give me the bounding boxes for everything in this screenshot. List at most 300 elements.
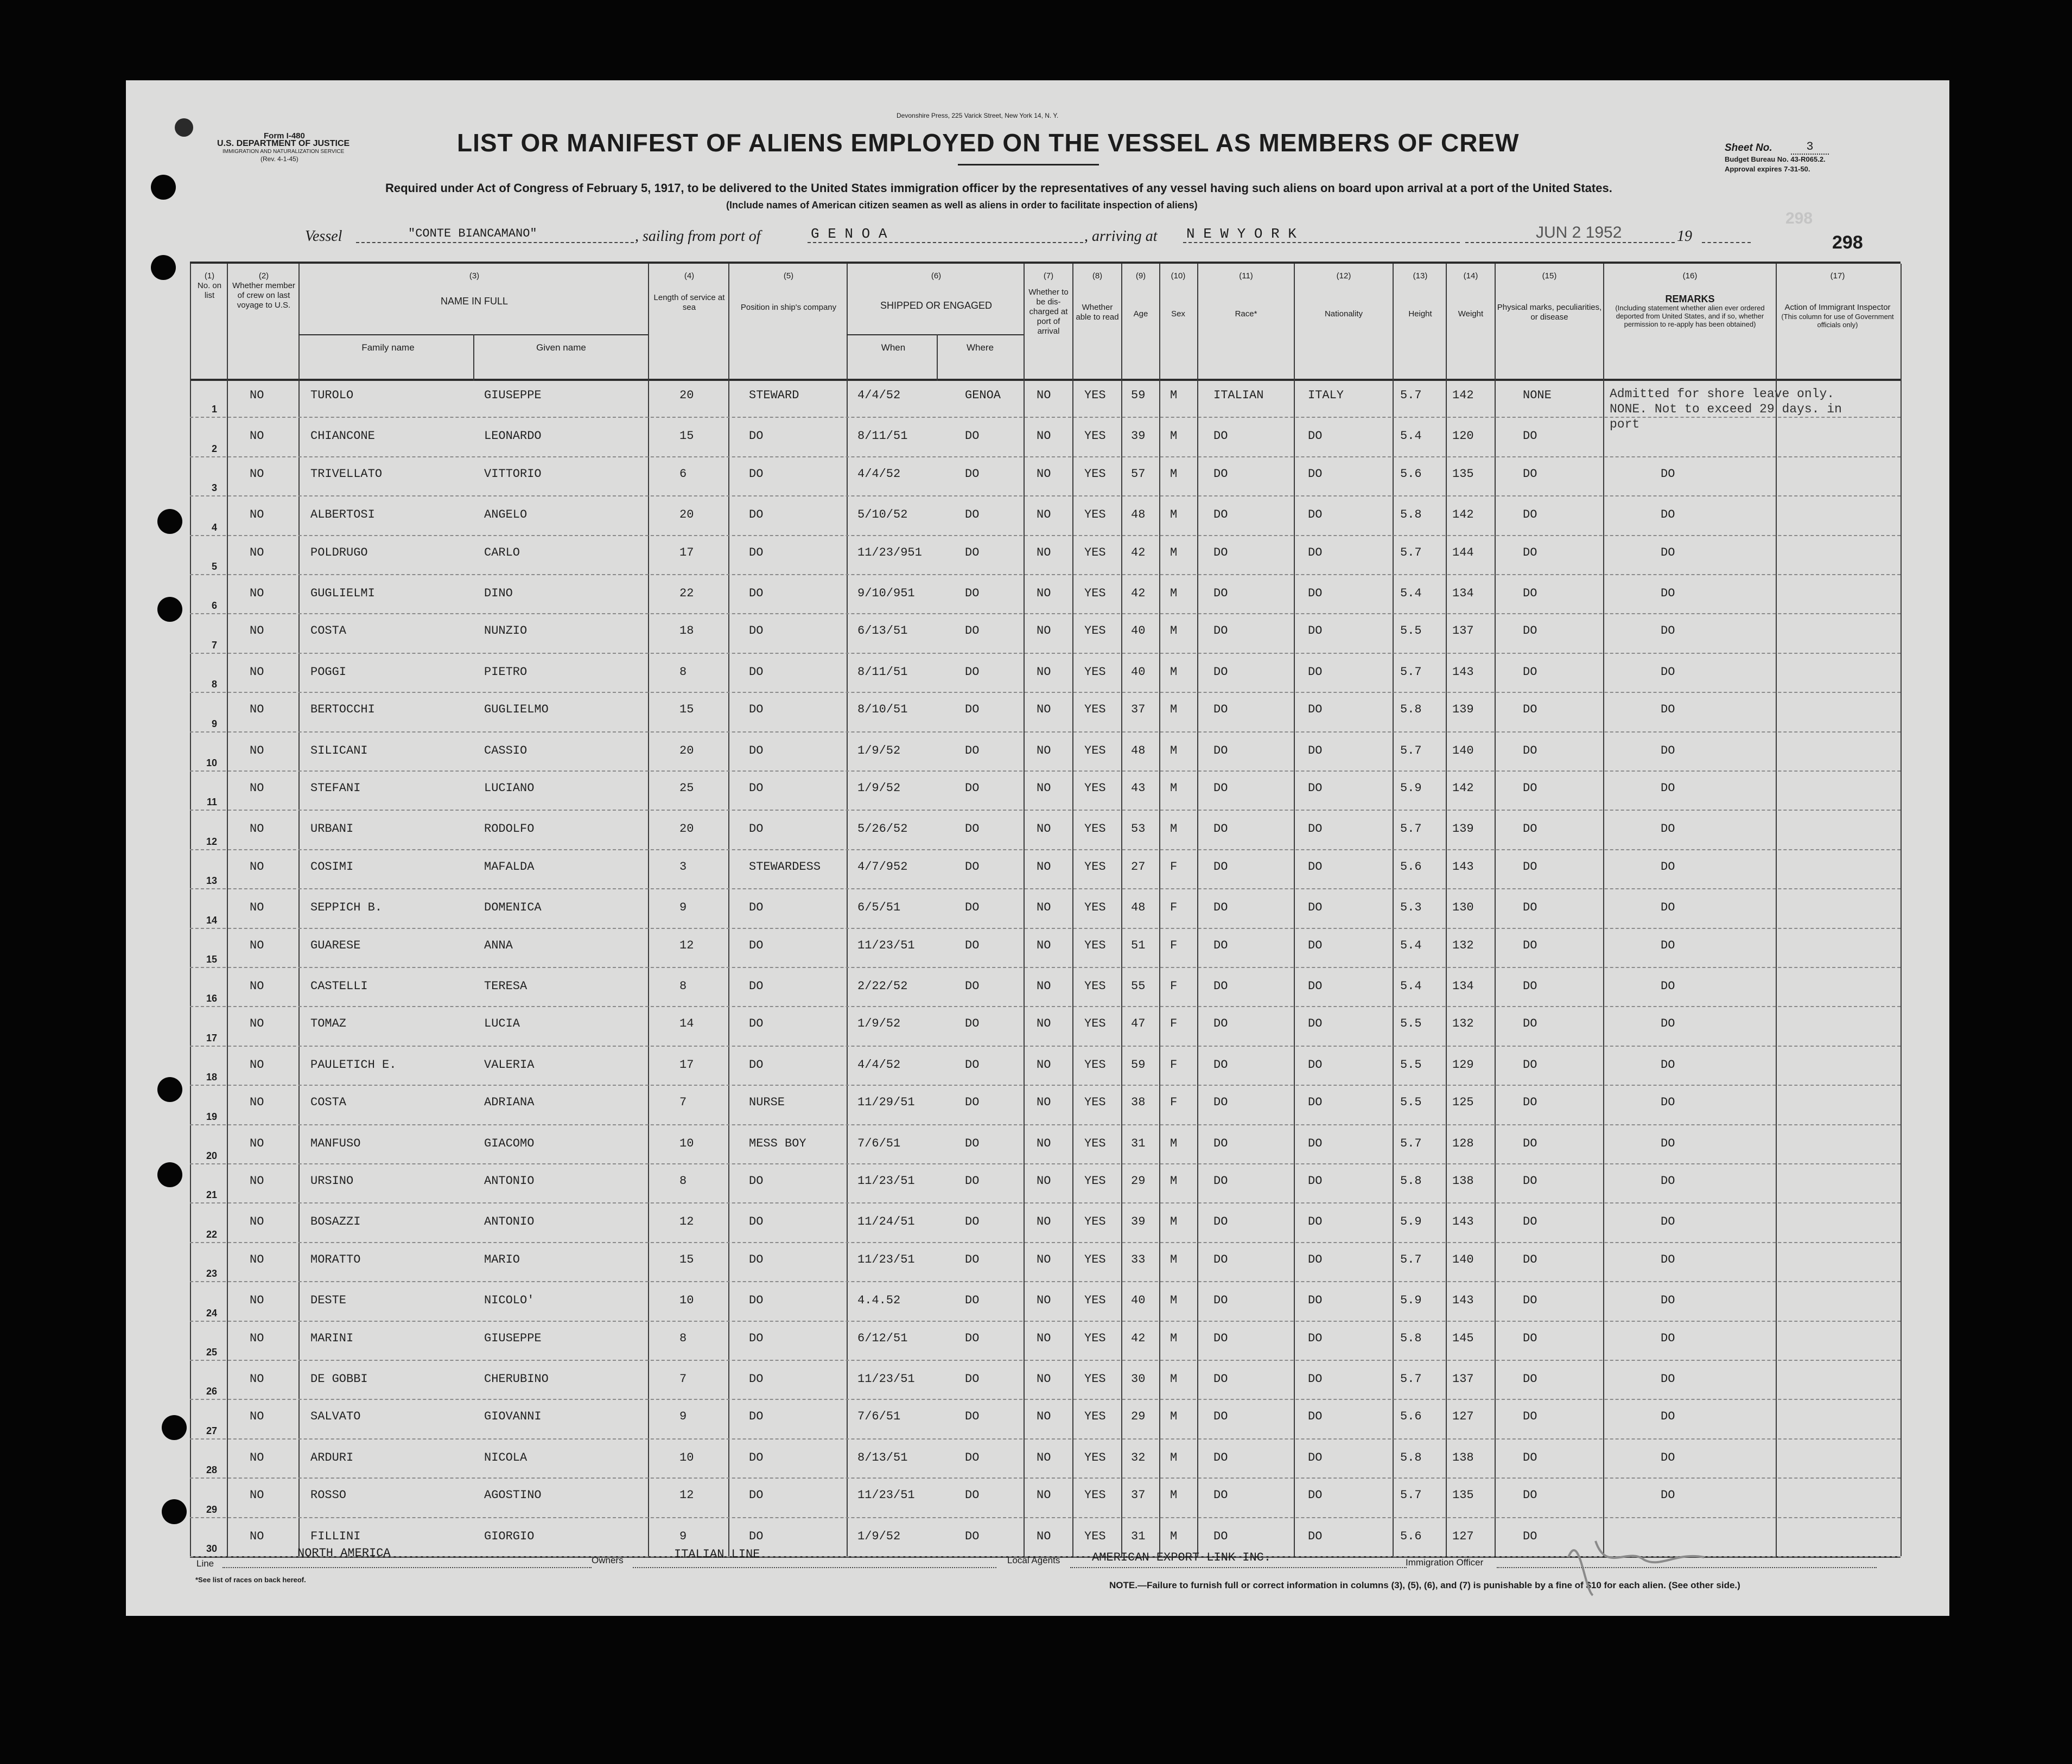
nationality: DO (1308, 587, 1323, 600)
col13-num: (13) (1413, 271, 1428, 281)
position: DO (749, 1017, 764, 1031)
race: DO (1213, 1174, 1228, 1188)
c2-no: NO (250, 1294, 264, 1308)
c2-no: NO (250, 665, 264, 679)
family-name: MORATTO (310, 1252, 361, 1266)
form-revision: (Rev. 4-1-45) (260, 155, 298, 163)
c2-no: NO (250, 1017, 264, 1031)
remarks: DO (1661, 1372, 1675, 1386)
row-number: 10 (206, 757, 217, 768)
shipped-where: DO (965, 781, 980, 795)
service-name: IMMIGRATION AND NATURALIZATION SERVICE (223, 149, 345, 155)
c2-no: NO (250, 429, 264, 443)
agency-name: U.S. DEPARTMENT OF JUSTICE (217, 139, 350, 148)
given-name: MAFALDA (484, 859, 535, 874)
position: DO (749, 979, 764, 993)
weight: 134 (1452, 979, 1474, 993)
column-rule (1776, 264, 1777, 1556)
given-name: GUGLIELMO (484, 703, 549, 717)
height: 5.5 (1400, 1096, 1422, 1110)
race: DO (1213, 665, 1228, 679)
able-to-read: YES (1084, 467, 1106, 481)
family-name: CHIANCONE (310, 429, 375, 443)
length-of-service: 25 (679, 781, 694, 795)
length-of-service: 10 (679, 1294, 694, 1308)
weight: 142 (1452, 781, 1474, 795)
race: DO (1213, 979, 1228, 993)
discharged: NO (1037, 1372, 1051, 1386)
given-name: ANGELO (484, 508, 527, 522)
given-name: NICOLA (484, 1450, 527, 1464)
binder-hole (157, 509, 182, 534)
weight: 139 (1452, 822, 1474, 836)
col17-num: (17) (1830, 271, 1845, 281)
c2-no: NO (250, 1215, 264, 1229)
nationality: DO (1308, 1215, 1323, 1229)
able-to-read: YES (1084, 1215, 1106, 1229)
owners-underline (633, 1567, 996, 1568)
given-name: TERESA (484, 979, 527, 993)
able-to-read: YES (1084, 1136, 1106, 1150)
shipped-where: DO (965, 822, 980, 836)
shipped-when: 11/23/51 (857, 1174, 915, 1188)
name-split-rule (473, 334, 474, 381)
physical-marks: DO (1523, 1410, 1537, 1424)
remarks: DO (1661, 1488, 1675, 1502)
nationality: DO (1308, 703, 1323, 717)
given-name-header: Given name (536, 342, 586, 353)
shipped-where: DO (965, 467, 980, 481)
column-rule (728, 264, 729, 1556)
port-to-underline (1183, 242, 1460, 243)
row-rule (190, 1478, 1901, 1479)
shipped-where: DO (965, 979, 980, 993)
binder-hole (157, 1077, 182, 1102)
length-of-service: 17 (679, 1058, 694, 1072)
shipped-where: DO (965, 587, 980, 600)
col3-num: (3) (469, 271, 480, 281)
row-rule (190, 417, 1901, 418)
position: DO (749, 1331, 764, 1345)
c2-no: NO (250, 508, 264, 522)
c2-no: NO (250, 389, 264, 402)
weight: 143 (1452, 1215, 1474, 1229)
position: STEWARDESS (749, 859, 821, 874)
age: 48 (1131, 901, 1146, 915)
col4-num: (4) (684, 271, 695, 281)
able-to-read: YES (1084, 979, 1106, 993)
family-name: BOSAZZI (310, 1215, 361, 1229)
race: DO (1213, 624, 1228, 638)
row-rule (190, 1242, 1901, 1243)
discharged: NO (1037, 859, 1051, 874)
shipped-when: 4/4/52 (857, 1058, 901, 1072)
col16-num: (16) (1682, 271, 1698, 281)
shipped-where: DO (965, 1450, 980, 1464)
sex: M (1170, 1331, 1178, 1345)
shipped-when: 4/4/52 (857, 467, 901, 481)
age: 32 (1131, 1450, 1146, 1464)
col9-num: (9) (1135, 271, 1146, 281)
col15-label: Physical marks, peculiarities, or disease (1497, 303, 1602, 322)
row-number: 24 (206, 1307, 217, 1319)
officer-label: Immigration Officer (1406, 1557, 1484, 1568)
length-of-service: 8 (679, 1331, 687, 1345)
col8-label: Whether able to read (1076, 303, 1119, 322)
shipped-when: 8/10/51 (857, 703, 908, 717)
sex: F (1170, 859, 1178, 874)
physical-marks: DO (1523, 822, 1537, 836)
length-of-service: 9 (679, 901, 687, 915)
sex: M (1170, 467, 1178, 481)
weight: 139 (1452, 703, 1474, 717)
height: 5.7 (1400, 743, 1422, 757)
physical-marks: DO (1523, 781, 1537, 795)
remarks-first-row: Admitted for shore leave only. NONE. Not to exceed 29 days. in port (1610, 387, 1842, 431)
discharged: NO (1037, 1096, 1051, 1110)
nationality: DO (1308, 743, 1323, 757)
line-value: NORTH AMERICA (297, 1546, 391, 1560)
age: 29 (1131, 1410, 1146, 1424)
shipped-where: DO (965, 901, 980, 915)
line-underline (223, 1567, 592, 1568)
row-rule (190, 456, 1901, 457)
row-rule (190, 1399, 1901, 1400)
col9-header (1123, 271, 1158, 319)
height: 5.7 (1400, 1488, 1422, 1502)
race: DO (1213, 1136, 1228, 1150)
given-name: CHERUBINO (484, 1372, 549, 1386)
sex: M (1170, 665, 1178, 679)
able-to-read: YES (1084, 901, 1106, 915)
column-rule (648, 264, 649, 1556)
given-name: ADRIANA (484, 1096, 535, 1110)
shipped-when: 11/29/51 (857, 1096, 915, 1110)
age: 59 (1131, 389, 1146, 402)
physical-marks: DO (1523, 1529, 1537, 1543)
column-rule (1294, 264, 1295, 1556)
row-number: 20 (206, 1150, 217, 1161)
weight: 137 (1452, 624, 1474, 638)
col3-label: NAME IN FULL (440, 296, 509, 307)
row-number: 26 (206, 1386, 217, 1397)
sex: M (1170, 1215, 1178, 1229)
position: DO (749, 665, 764, 679)
year-prefix: 19 (1677, 228, 1692, 245)
col1-num: (1) (204, 271, 215, 281)
column-rule (1024, 264, 1025, 1556)
column-rule (1603, 264, 1604, 1556)
able-to-read: YES (1084, 743, 1106, 757)
shipped-when: 1/9/52 (857, 781, 901, 795)
row-rule (190, 574, 1901, 575)
age: 37 (1131, 1488, 1146, 1502)
given-name: ANTONIO (484, 1215, 535, 1229)
where-header: Where (966, 342, 994, 353)
sex: M (1170, 587, 1178, 600)
able-to-read: YES (1084, 665, 1106, 679)
age: 40 (1131, 1294, 1146, 1308)
row-number: 14 (206, 914, 217, 926)
weight: 144 (1452, 545, 1474, 559)
race: DO (1213, 703, 1228, 717)
family-name: GUGLIELMI (310, 587, 375, 600)
physical-marks: DO (1523, 743, 1537, 757)
shipped-when: 11/23/51 (857, 1372, 915, 1386)
able-to-read: YES (1084, 938, 1106, 952)
position: DO (749, 1294, 764, 1308)
length-of-service: 20 (679, 508, 694, 522)
sex: M (1170, 508, 1178, 522)
age: 29 (1131, 1174, 1146, 1188)
weight: 125 (1452, 1096, 1474, 1110)
row-rule (190, 535, 1901, 536)
nationality: DO (1308, 1136, 1323, 1150)
physical-marks: DO (1523, 1372, 1537, 1386)
col2-label: Whether member of crew on last voyage to U.S. (232, 281, 295, 310)
col1-label: No. on list (197, 281, 222, 300)
shipped-when: 4/7/952 (857, 859, 908, 874)
family-name: POGGI (310, 665, 347, 679)
height: 5.5 (1400, 1058, 1422, 1072)
physical-marks: DO (1523, 1215, 1537, 1229)
col11-label: Race* (1235, 309, 1257, 319)
remarks: DO (1661, 938, 1675, 952)
sex: M (1170, 429, 1178, 443)
height: 5.6 (1400, 1410, 1422, 1424)
weight: 142 (1452, 508, 1474, 522)
remarks: DO (1661, 1215, 1675, 1229)
able-to-read: YES (1084, 703, 1106, 717)
shipped-where: DO (965, 1488, 980, 1502)
port-to: N E W Y O R K (1186, 226, 1296, 242)
shipped-when: 11/23/51 (857, 938, 915, 952)
c2-no: NO (250, 1529, 264, 1543)
position: DO (749, 822, 764, 836)
family-name: COSIMI (310, 859, 354, 874)
age: 37 (1131, 703, 1146, 717)
position: DO (749, 624, 764, 638)
physical-marks: DO (1523, 1017, 1537, 1031)
nationality: DO (1308, 1017, 1323, 1031)
age: 39 (1131, 429, 1146, 443)
row-number: 17 (206, 1032, 217, 1043)
family-name: MANFUSO (310, 1136, 361, 1150)
nationality: DO (1308, 1252, 1323, 1266)
age: 42 (1131, 587, 1146, 600)
c2-no: NO (250, 1410, 264, 1424)
table-top-rule (190, 262, 1901, 264)
shipped-when: 1/9/52 (857, 1017, 901, 1031)
given-name: NICOLO' (484, 1294, 535, 1308)
discharged: NO (1037, 1331, 1051, 1345)
race: DO (1213, 938, 1228, 952)
discharged: NO (1037, 979, 1051, 993)
row-number: 13 (206, 875, 217, 887)
height: 5.7 (1400, 1372, 1422, 1386)
col1-header (195, 271, 224, 301)
nationality: DO (1308, 1488, 1323, 1502)
row-number: 28 (206, 1464, 217, 1476)
col9-label: Age (1133, 309, 1148, 319)
able-to-read: YES (1084, 1450, 1106, 1464)
remarks: DO (1661, 1252, 1675, 1266)
nationality: DO (1308, 1372, 1323, 1386)
sex: M (1170, 743, 1178, 757)
height: 5.4 (1400, 979, 1422, 993)
shipped-where: DO (965, 743, 980, 757)
family-name: CASTELLI (310, 979, 368, 993)
col14-header (1448, 271, 1493, 319)
col7-num: (7) (1043, 271, 1054, 281)
row-rule (190, 495, 1901, 496)
physical-marks: DO (1523, 859, 1537, 874)
nationality: DO (1308, 665, 1323, 679)
discharged: NO (1037, 545, 1051, 559)
weight: 145 (1452, 1331, 1474, 1345)
race: DO (1213, 1294, 1228, 1308)
given-name: GIORGIO (484, 1529, 535, 1543)
height: 5.8 (1400, 1331, 1422, 1345)
fine-note: NOTE.—Failure to furnish full or correct information in columns (3), (5), (6), and (7) is punishable by a fine of $10 for each alien. (See other side.) (1109, 1580, 1740, 1590)
row-number: 4 (211, 521, 217, 533)
include-note: (Include names of American citizen seamen as well as aliens in order to facilitate inspection of aliens) (726, 200, 1198, 211)
discharged: NO (1037, 1174, 1051, 1188)
nationality: DO (1308, 859, 1323, 874)
col17-header (1778, 271, 1897, 329)
c2-no: NO (250, 1136, 264, 1150)
discharged: NO (1037, 1252, 1051, 1266)
row-rule (190, 1281, 1901, 1282)
length-of-service: 9 (679, 1410, 687, 1424)
physical-marks: NONE (1523, 389, 1552, 402)
given-name: GIUSEPPE (484, 1331, 542, 1345)
height: 5.4 (1400, 587, 1422, 600)
height: 5.7 (1400, 545, 1422, 559)
col12-header (1296, 271, 1391, 319)
row-number: 5 (211, 561, 217, 572)
discharged: NO (1037, 901, 1051, 915)
row-rule (190, 928, 1901, 929)
col4-label: Length of service at sea (653, 293, 725, 312)
col11-num: (11) (1239, 271, 1253, 281)
physical-marks: DO (1523, 1331, 1537, 1345)
sheet-label: Sheet No. (1725, 142, 1772, 154)
row-number: 23 (206, 1268, 217, 1279)
able-to-read: YES (1084, 1331, 1106, 1345)
row-rule (190, 731, 1901, 733)
col16-header (1606, 271, 1774, 328)
shipped-where: GENOA (965, 389, 1001, 402)
row-number: 2 (211, 443, 217, 454)
weight: 142 (1452, 389, 1474, 402)
weight: 143 (1452, 859, 1474, 874)
weight: 143 (1452, 665, 1474, 679)
column-rule (227, 264, 228, 1556)
family-name: SEPPICH B. (310, 901, 383, 915)
budget-number: Budget Bureau No. 43-R065.2. (1725, 155, 1826, 163)
height: 5.7 (1400, 389, 1422, 402)
family-name: URSINO (310, 1174, 354, 1188)
weight: 138 (1452, 1174, 1474, 1188)
race: DO (1213, 1058, 1228, 1072)
length-of-service: 10 (679, 1450, 694, 1464)
physical-marks: DO (1523, 703, 1537, 717)
family-name: ALBERTOSI (310, 508, 375, 522)
discharged: NO (1037, 587, 1051, 600)
nationality: DO (1308, 1096, 1323, 1110)
physical-marks: DO (1523, 665, 1537, 679)
shipped-where: DO (965, 1252, 980, 1266)
family-name: GUARESE (310, 938, 361, 952)
physical-marks: DO (1523, 429, 1537, 443)
row-number: 29 (206, 1504, 217, 1515)
age: 53 (1131, 822, 1146, 836)
c2-no: NO (250, 1252, 264, 1266)
age: 59 (1131, 1058, 1146, 1072)
row-number: 25 (206, 1347, 217, 1358)
row-rule (190, 810, 1901, 811)
remarks: DO (1661, 508, 1675, 522)
row-rule (190, 770, 1901, 772)
sex: M (1170, 1252, 1178, 1266)
family-name: FILLINI (310, 1529, 361, 1543)
weight: 132 (1452, 1017, 1474, 1031)
date-stamp: JUN 2 1952 (1536, 224, 1622, 241)
physical-marks: DO (1523, 1488, 1537, 1502)
remarks: DO (1661, 781, 1675, 795)
race: ITALIAN (1213, 389, 1264, 402)
weight: 143 (1452, 1294, 1474, 1308)
given-name: DINO (484, 587, 513, 600)
given-name: LEONARDO (484, 429, 542, 443)
nationality: DO (1308, 467, 1323, 481)
discharged: NO (1037, 781, 1051, 795)
race: DO (1213, 467, 1228, 481)
shipped-where: DO (965, 1174, 980, 1188)
port-from: G E N O A (811, 226, 887, 242)
remarks: DO (1661, 901, 1675, 915)
discharged: NO (1037, 508, 1051, 522)
able-to-read: YES (1084, 1174, 1106, 1188)
weight: 128 (1452, 1136, 1474, 1150)
vessel-underline (356, 242, 634, 243)
given-name: MARIO (484, 1252, 520, 1266)
length-of-service: 22 (679, 587, 694, 600)
height: 5.7 (1400, 822, 1422, 836)
able-to-read: YES (1084, 1410, 1106, 1424)
weight: 140 (1452, 1252, 1474, 1266)
position: DO (749, 467, 764, 481)
able-to-read: YES (1084, 624, 1106, 638)
form-number: Form I-480 (264, 131, 305, 141)
remarks: DO (1661, 1410, 1675, 1424)
shipped-where: DO (965, 624, 980, 638)
length-of-service: 6 (679, 467, 687, 481)
row-rule (190, 967, 1901, 968)
weight: 138 (1452, 1450, 1474, 1464)
c2-no: NO (250, 781, 264, 795)
shipped-when: 11/24/51 (857, 1215, 915, 1229)
shipped-when: 6/5/51 (857, 901, 901, 915)
row-rule (190, 1202, 1901, 1203)
remarks: DO (1661, 1331, 1675, 1345)
col6-header (850, 271, 1022, 310)
race: DO (1213, 781, 1228, 795)
agents-label: Local Agents (1007, 1555, 1060, 1565)
port-from-underline (808, 242, 1083, 243)
nationality: ITALY (1308, 389, 1344, 402)
